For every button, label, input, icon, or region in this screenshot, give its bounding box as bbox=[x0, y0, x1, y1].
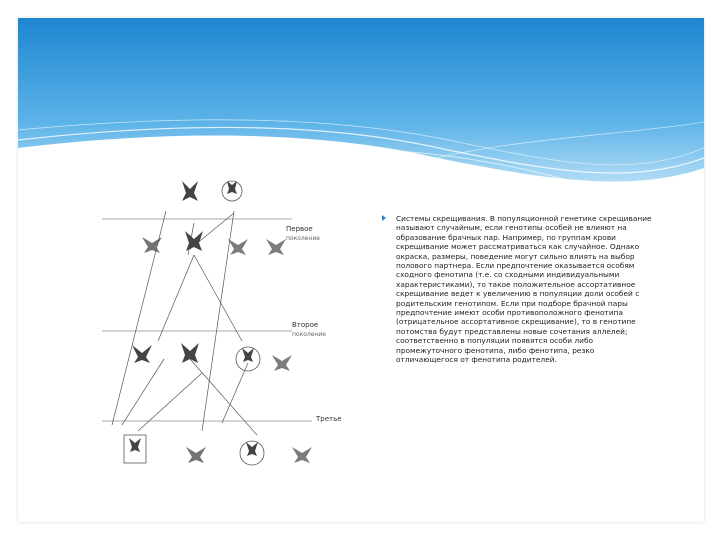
generation-label-1 bbox=[286, 225, 320, 243]
generation-2-line1: Второе bbox=[292, 321, 319, 329]
generation-2-line2: поколение bbox=[292, 331, 326, 338]
generation-3-line1: Третье bbox=[316, 415, 342, 423]
diagram-lines bbox=[102, 163, 362, 473]
generation-label-3 bbox=[316, 415, 342, 424]
generation-label-2 bbox=[292, 321, 326, 339]
slide bbox=[18, 18, 704, 522]
body-paragraph: Системы скрещивания. В популяционной генетике скрещивание называют случайным, если генотипы особей не влияют на образование брачных пар. Например, по группам крови скрещивание может рассматриваться как случайное. Однако окраска, размеры, поведение могут сильно влиять на выбор полового партнера. Если предпочтение оказывается особям сходного фенотипа (т.е. со сходными индивидуальными характеристиками), то такое положительное ассортативное скрещивание ведет к увеличению в популяции доли особей с родительским генотипом. Если при подборе брачной пары предпочтение имеют особи противоположного фенотипа (отрицательное ассортативное скрещивание), то в генотипе потомства будут представлены новые сочетания аллелей; соответственно в популяции появятся особи либо промежуточного фенотипа, либо фенотипа, резко отличающегося от фенотипа родителей. bbox=[396, 214, 652, 365]
generation-1-line2: поколение bbox=[286, 235, 320, 242]
triangle-bullet-icon bbox=[382, 215, 386, 221]
crossing-diagram bbox=[102, 163, 362, 473]
generation-1-line1: Первое bbox=[286, 225, 313, 233]
